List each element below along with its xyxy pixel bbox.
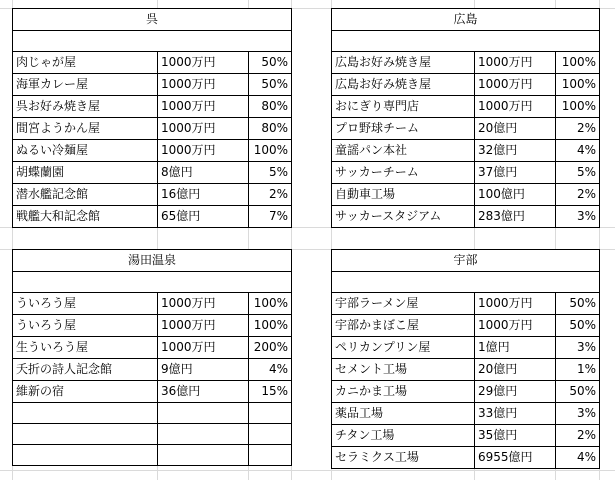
name-cell[interactable]: 広島お好み焼き屋 [332,52,475,74]
table-row [13,162,292,184]
table-row [332,162,600,184]
amount-cell[interactable]: 1000万円 [475,74,556,96]
table-title[interactable]: 呉 [13,9,292,31]
table-blank-row [13,272,292,293]
name-cell[interactable]: 胡蝶蘭園 [13,162,158,184]
percent-cell[interactable]: 100% [249,140,292,162]
table-hiroshima [331,8,600,228]
table-blank-row [332,272,600,293]
name-cell[interactable]: カニかま工場 [332,381,475,403]
percent-cell[interactable]: 15% [249,381,292,403]
percent-cell[interactable]: 2% [249,184,292,206]
table-row [332,52,600,74]
name-cell[interactable]: 自動車工場 [332,184,475,206]
name-cell[interactable]: ペリカンプリン屋 [332,337,475,359]
name-cell[interactable]: ういろう屋 [13,293,158,315]
amount-cell[interactable]: 65億円 [158,206,249,228]
percent-cell[interactable]: 100% [556,96,600,118]
table-title-row [13,250,292,272]
percent-cell[interactable]: 2% [556,184,600,206]
percent-cell[interactable]: 2% [556,425,600,447]
percent-cell[interactable]: 50% [556,315,600,337]
table-row [332,315,600,337]
amount-cell[interactable]: 35億円 [475,425,556,447]
table-row [332,425,600,447]
amount-cell[interactable]: 29億円 [475,381,556,403]
name-cell[interactable]: 海軍カレー屋 [13,74,158,96]
percent-cell[interactable]: 200% [249,337,292,359]
percent-cell[interactable]: 50% [556,293,600,315]
table-row [13,52,292,74]
amount-cell[interactable]: 1000万円 [475,293,556,315]
blank-cell[interactable] [13,31,292,52]
amount-cell[interactable]: 20億円 [475,359,556,381]
table-row [332,381,600,403]
percent-cell[interactable]: 5% [249,162,292,184]
percent-cell[interactable] [249,445,292,466]
percent-cell[interactable]: 2% [556,118,600,140]
amount-cell[interactable]: 1000万円 [158,337,249,359]
percent-cell[interactable]: 4% [556,140,600,162]
amount-cell[interactable]: 1000万円 [475,315,556,337]
percent-cell[interactable]: 3% [556,403,600,425]
percent-cell[interactable]: 50% [556,381,600,403]
amount-cell[interactable]: 1000万円 [158,315,249,337]
amount-cell[interactable]: 1000万円 [158,96,249,118]
percent-cell[interactable]: 7% [249,206,292,228]
name-cell[interactable]: チタン工場 [332,425,475,447]
table-title[interactable]: 広島 [332,9,600,31]
name-cell[interactable]: 夭折の詩人記念館 [13,359,158,381]
amount-cell[interactable] [158,424,249,445]
percent-cell[interactable] [249,403,292,424]
blank-cell[interactable] [13,272,292,293]
table-title-row [13,9,292,31]
amount-cell[interactable]: 1億円 [475,337,556,359]
table-title[interactable]: 湯田温泉 [13,250,292,272]
table-row [13,445,292,466]
gridline [0,470,615,471]
name-cell[interactable]: サッカーチーム [332,162,475,184]
amount-cell[interactable]: 1000万円 [158,118,249,140]
name-cell[interactable]: 薬品工場 [332,403,475,425]
blank-cell[interactable] [332,31,600,52]
table-row [332,140,600,162]
table-row [13,315,292,337]
table-yuda [12,249,292,466]
name-cell[interactable] [13,424,158,445]
percent-cell[interactable]: 100% [556,52,600,74]
table-row [332,403,600,425]
percent-cell[interactable]: 80% [249,118,292,140]
amount-cell[interactable] [158,403,249,424]
table-kure [12,8,292,228]
name-cell[interactable]: 生ういろう屋 [13,337,158,359]
name-cell[interactable]: サッカースタジアム [332,206,475,228]
name-cell[interactable]: 童謡パン本社 [332,140,475,162]
name-cell[interactable]: ぬるい冷麺屋 [13,140,158,162]
table-row [332,359,600,381]
amount-cell[interactable]: 6955億円 [475,447,556,469]
percent-cell[interactable]: 100% [249,315,292,337]
name-cell[interactable]: セラミクス工場 [332,447,475,469]
table-row [13,403,292,424]
table-ube [331,249,600,469]
amount-cell[interactable]: 1000万円 [158,293,249,315]
percent-cell[interactable]: 3% [556,337,600,359]
table-row [13,424,292,445]
table-row [13,293,292,315]
amount-cell[interactable]: 36億円 [158,381,249,403]
name-cell[interactable] [13,403,158,424]
blank-cell[interactable] [332,272,600,293]
table-row [332,206,600,228]
table-row [13,74,292,96]
name-cell[interactable]: 潜水艦記念館 [13,184,158,206]
percent-cell[interactable]: 50% [249,74,292,96]
table-row [332,447,600,469]
table-row [332,74,600,96]
name-cell[interactable]: 戦艦大和記念館 [13,206,158,228]
name-cell[interactable] [13,445,158,466]
table-row [13,381,292,403]
table-row [13,140,292,162]
table-row [332,118,600,140]
table-row [13,337,292,359]
amount-cell[interactable]: 9億円 [158,359,249,381]
name-cell[interactable]: 間宮ようかん屋 [13,118,158,140]
name-cell[interactable]: 呉お好み焼き屋 [13,96,158,118]
amount-cell[interactable]: 33億円 [475,403,556,425]
table-blank-row [332,31,600,52]
name-cell[interactable]: 宇部かまぼこ屋 [332,315,475,337]
amount-cell[interactable]: 1000万円 [475,96,556,118]
name-cell[interactable]: 広島お好み焼き屋 [332,74,475,96]
amount-cell[interactable]: 283億円 [475,206,556,228]
amount-cell[interactable]: 20億円 [475,118,556,140]
name-cell[interactable]: おにぎり専門店 [332,96,475,118]
percent-cell[interactable]: 100% [249,293,292,315]
amount-cell[interactable]: 1000万円 [158,74,249,96]
table-title-row [332,250,600,272]
amount-cell[interactable]: 8億円 [158,162,249,184]
amount-cell[interactable]: 16億円 [158,184,249,206]
amount-cell[interactable]: 37億円 [475,162,556,184]
name-cell[interactable]: セメント工場 [332,359,475,381]
table-row [332,337,600,359]
amount-cell[interactable]: 100億円 [475,184,556,206]
name-cell[interactable]: 維新の宿 [13,381,158,403]
table-row [332,184,600,206]
name-cell[interactable]: 宇部ラーメン屋 [332,293,475,315]
percent-cell[interactable]: 50% [249,52,292,74]
percent-cell[interactable]: 4% [556,447,600,469]
table-title[interactable]: 宇部 [332,250,600,272]
percent-cell[interactable]: 3% [556,206,600,228]
table-blank-row [13,31,292,52]
percent-cell[interactable]: 1% [556,359,600,381]
name-cell[interactable]: 肉じゃが屋 [13,52,158,74]
name-cell[interactable]: プロ野球チーム [332,118,475,140]
percent-cell[interactable]: 5% [556,162,600,184]
table-row [13,118,292,140]
table-row [332,96,600,118]
name-cell[interactable]: ういろう屋 [13,315,158,337]
percent-cell[interactable]: 100% [556,74,600,96]
amount-cell[interactable]: 1000万円 [158,140,249,162]
table-row [13,184,292,206]
percent-cell[interactable] [249,424,292,445]
table-row [13,206,292,228]
table-row [332,293,600,315]
percent-cell[interactable]: 4% [249,359,292,381]
table-row [13,359,292,381]
percent-cell[interactable]: 80% [249,96,292,118]
amount-cell[interactable]: 1000万円 [158,52,249,74]
amount-cell[interactable]: 32億円 [475,140,556,162]
amount-cell[interactable]: 1000万円 [475,52,556,74]
table-row [13,96,292,118]
table-title-row [332,9,600,31]
amount-cell[interactable] [158,445,249,466]
